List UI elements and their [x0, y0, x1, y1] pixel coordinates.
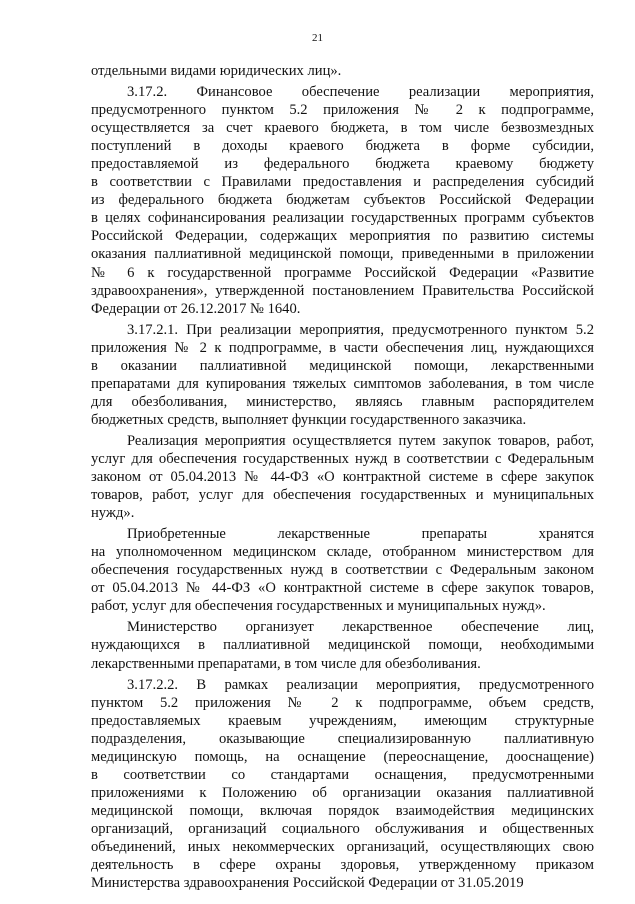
text-line: организаций, организаций социального обслуживания и общественных [91, 820, 594, 837]
paragraph [91, 525, 594, 615]
text-line: в оказании паллиативной медицинской помощи, лекарственными [91, 357, 594, 374]
text-line: 3.17.2. Финансовое обеспечение реализации мероприятия, [127, 84, 594, 101]
paragraph [91, 676, 594, 893]
text-line: в соответствии со стандартами оснащения, предусмотренными [91, 766, 594, 783]
text-line: медицинской помощи, включая порядок взаимодействия медицинских [91, 802, 594, 819]
text-line: нужд». [91, 505, 135, 522]
text-line: объединений, иных некоммерческих организаций, осуществляющих свою [91, 838, 594, 855]
text-line: приложения № 2 к подпрограмме, в части обеспечения лиц, нуждающихся [91, 339, 594, 356]
text-line: предусмотренного пунктом 5.2 приложения № 2 к подпрограмме, [91, 102, 594, 119]
paragraph [91, 432, 594, 522]
paragraph [91, 618, 594, 672]
text-line: Федерации от 26.12.2017 № 1640. [91, 300, 301, 317]
text-line: обеспечения государственных нужд в соответствии с Федеральным законом [91, 562, 594, 579]
text-line: в целях софинансирования реализации государственных программ субъектов [91, 210, 594, 227]
text-line: для обезболивания, министерство, являясь главным распорядителем [91, 393, 594, 410]
text-line: 3.17.2.1. При реализации мероприятия, предусмотренного пунктом 5.2 [127, 321, 594, 338]
text-line: на уполномоченном медицинском складе, отобранном министерством для [91, 544, 594, 561]
text-line: от 05.04.2013 № 44-ФЗ «О контрактной системе в сфере закупок товаров, [91, 580, 594, 597]
text-line: здравоохранения», утвержденной постановлением Правительства Российской [91, 282, 594, 299]
text-line: № 6 к государственной программе Российской Федерации «Развитие [91, 264, 594, 281]
document-body [91, 62, 594, 892]
text-line: лекарственными препаратами, в том числе для обезболивания. [91, 655, 481, 672]
text-line: Министерства здравоохранения Российской Федерации от 31.05.2019 [91, 875, 524, 892]
text-line: отдельными видами юридических лиц». [91, 63, 342, 79]
paragraph [91, 62, 594, 80]
text-line: товаров, работ, услуг для обеспечения государственных и муниципальных [91, 487, 594, 504]
text-line: нуждающихся в паллиативной медицинской помощи, необходимыми [91, 637, 594, 654]
text-line: Приобретенные лекарственные препараты хранятся [127, 526, 594, 543]
text-line: Министерство организует лекарственное обеспечение лиц, [127, 619, 594, 636]
text-line: предоставляемых краевым учреждениям, имеющим структурные [91, 712, 594, 729]
text-line: подразделения, оказывающие специализированную паллиативную [91, 730, 594, 747]
text-line: 3.17.2.2. В рамках реализации мероприятия, предусмотренного [127, 676, 594, 693]
text-line: бюджетных средств, выполняет функции государственного заказчика. [91, 411, 527, 428]
text-line: услуг для обеспечения государственных нужд в соответствии с Федеральным [91, 450, 594, 467]
text-line: Реализация мероприятия осуществляется путем закупок товаров, работ, [127, 432, 594, 449]
text-line: препаратами для купирования тяжелых симптомов заболевания, в том числе [91, 375, 594, 392]
text-line: медицинскую помощь, на оснащение (переоснащение, дооснащение) [91, 748, 594, 765]
text-line: деятельность в сфере охраны здоровья, утвержденному приказом [91, 857, 594, 874]
text-line: законом от 05.04.2013 № 44-ФЗ «О контрактной системе в сфере закупок [91, 469, 594, 486]
text-line: работ, услуг для обеспечения государственных и муниципальных нужд». [91, 598, 546, 615]
page-number: 21 [312, 32, 323, 44]
text-line: приложениями к Положению об организации оказания паллиативной [91, 784, 594, 801]
text-line: оказания паллиативной медицинской помощи, приведенными в приложении [91, 246, 594, 263]
text-line: поступлений в доходы краевого бюджета в форме субсидии, [91, 138, 594, 155]
text-line: в соответствии с Правилами предоставления и распределения субсидий [91, 174, 594, 191]
text-line: из федерального бюджета бюджетам субъектов Российской Федерации [91, 192, 594, 209]
text-line: предоставляемой из федерального бюджета краевому бюджету [91, 156, 594, 173]
text-line: пунктом 5.2 приложения № 2 к подпрограмме, объем средств, [91, 694, 594, 711]
paragraph [91, 83, 594, 318]
text-line: осуществляется за счет краевого бюджета, в том числе безвозмездных [91, 120, 594, 137]
paragraph [91, 321, 594, 429]
text-line: Российской Федерации, содержащих мероприятия по развитию системы [91, 228, 594, 245]
